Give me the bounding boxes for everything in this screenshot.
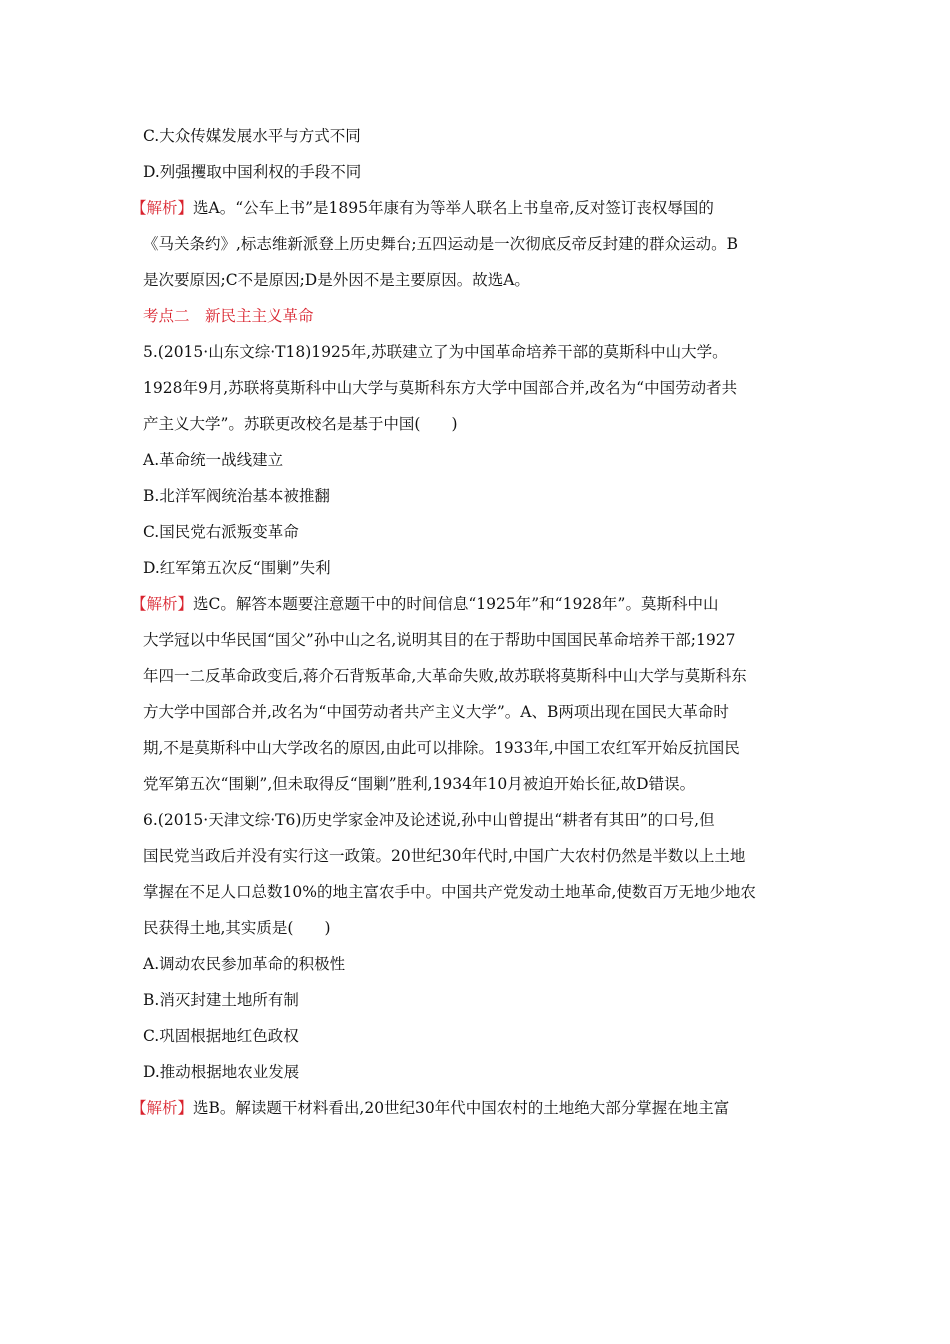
- analysis-tag: 【解析】: [131, 595, 194, 613]
- analysis-q4-line2: 《马关条约》,标志维新派登上历史舞台;五四运动是一次彻底反帝反封建的群众运动。B: [143, 235, 739, 253]
- option-d-q4: D.列强攫取中国利权的手段不同: [143, 163, 362, 181]
- analysis-tag: 【解析】: [131, 1099, 194, 1117]
- analysis-q5-line4: 方大学中国部合并,改名为“中国劳动者共产主义大学”。A、B两项出现在国民大革命时: [143, 703, 729, 721]
- analysis-q5-line5: 期,不是莫斯科中山大学改名的原因,由此可以排除。1933年,中国工农红军开始反抗国民: [143, 739, 740, 757]
- option-c-q4: C.大众传媒发展水平与方式不同: [143, 127, 361, 145]
- option-c-q5: C.国民党右派叛变革命: [143, 523, 299, 541]
- option-a-q5: A.革命统一战线建立: [143, 451, 284, 469]
- analysis-tag: 【解析】: [131, 199, 194, 217]
- option-b-q5: B.北洋军阀统治基本被推翻: [143, 487, 330, 505]
- option-a-q6: A.调动农民参加革命的积极性: [143, 955, 346, 973]
- analysis-q5-line1: 【解析】选C。解答本题要注意题干中的时间信息“1925年”和“1928年”。莫斯科中山: [131, 595, 719, 613]
- analysis-q5-line2: 大学冠以中华民国“国父”孙中山之名,说明其目的在于帮助中国国民革命培养干部;1927: [143, 631, 736, 649]
- question-6-line1: 6.(2015·天津文综·T6)历史学家金冲及论述说,孙中山曾提出“耕者有其田”的口号,但: [143, 811, 715, 829]
- option-d-q6: D.推动根据地农业发展: [143, 1063, 300, 1081]
- section-heading: 考点二 新民主主义革命: [143, 307, 314, 325]
- question-5-line3: 产主义大学”。苏联更改校名是基于中国( ): [143, 415, 458, 433]
- question-6-line3: 掌握在不足人口总数10%的地主富农手中。中国共产党发动土地革命,使数百万无地少地农: [143, 883, 756, 901]
- question-6-line2: 国民党当政后并没有实行这一政策。20世纪30年代时,中国广大农村仍然是半数以上土地: [143, 847, 746, 865]
- question-5-line2: 1928年9月,苏联将莫斯科中山大学与莫斯科东方大学中国部合并,改名为“中国劳动者共: [143, 379, 738, 397]
- analysis-q6-line1: 【解析】选B。解读题干材料看出,20世纪30年代中国农村的土地绝大部分掌握在地主富: [131, 1099, 730, 1117]
- analysis-q4-line1: 【解析】选A。“公车上书”是1895年康有为等举人联名上书皇帝,反对签订丧权辱国的: [131, 199, 714, 217]
- question-5-line1: 5.(2015·山东文综·T18)1925年,苏联建立了为中国革命培养干部的莫斯科中山大学。: [143, 343, 728, 361]
- option-b-q6: B.消灭封建土地所有制: [143, 991, 299, 1009]
- analysis-q5-line6: 党军第五次“围剿”,但未取得反“围剿”胜利,1934年10月被迫开始长征,故D错误。: [143, 775, 696, 793]
- option-c-q6: C.巩固根据地红色政权: [143, 1027, 299, 1045]
- question-6-line4: 民获得土地,其实质是( ): [143, 919, 331, 937]
- analysis-q4-line3: 是次要原因;C不是原因;D是外因不是主要原因。故选A。: [143, 271, 530, 289]
- analysis-q5-line3: 年四一二反革命政变后,蒋介石背叛革命,大革命失败,故苏联将莫斯科中山大学与莫斯科东: [143, 667, 747, 685]
- option-d-q5: D.红军第五次反“围剿”失利: [143, 559, 331, 577]
